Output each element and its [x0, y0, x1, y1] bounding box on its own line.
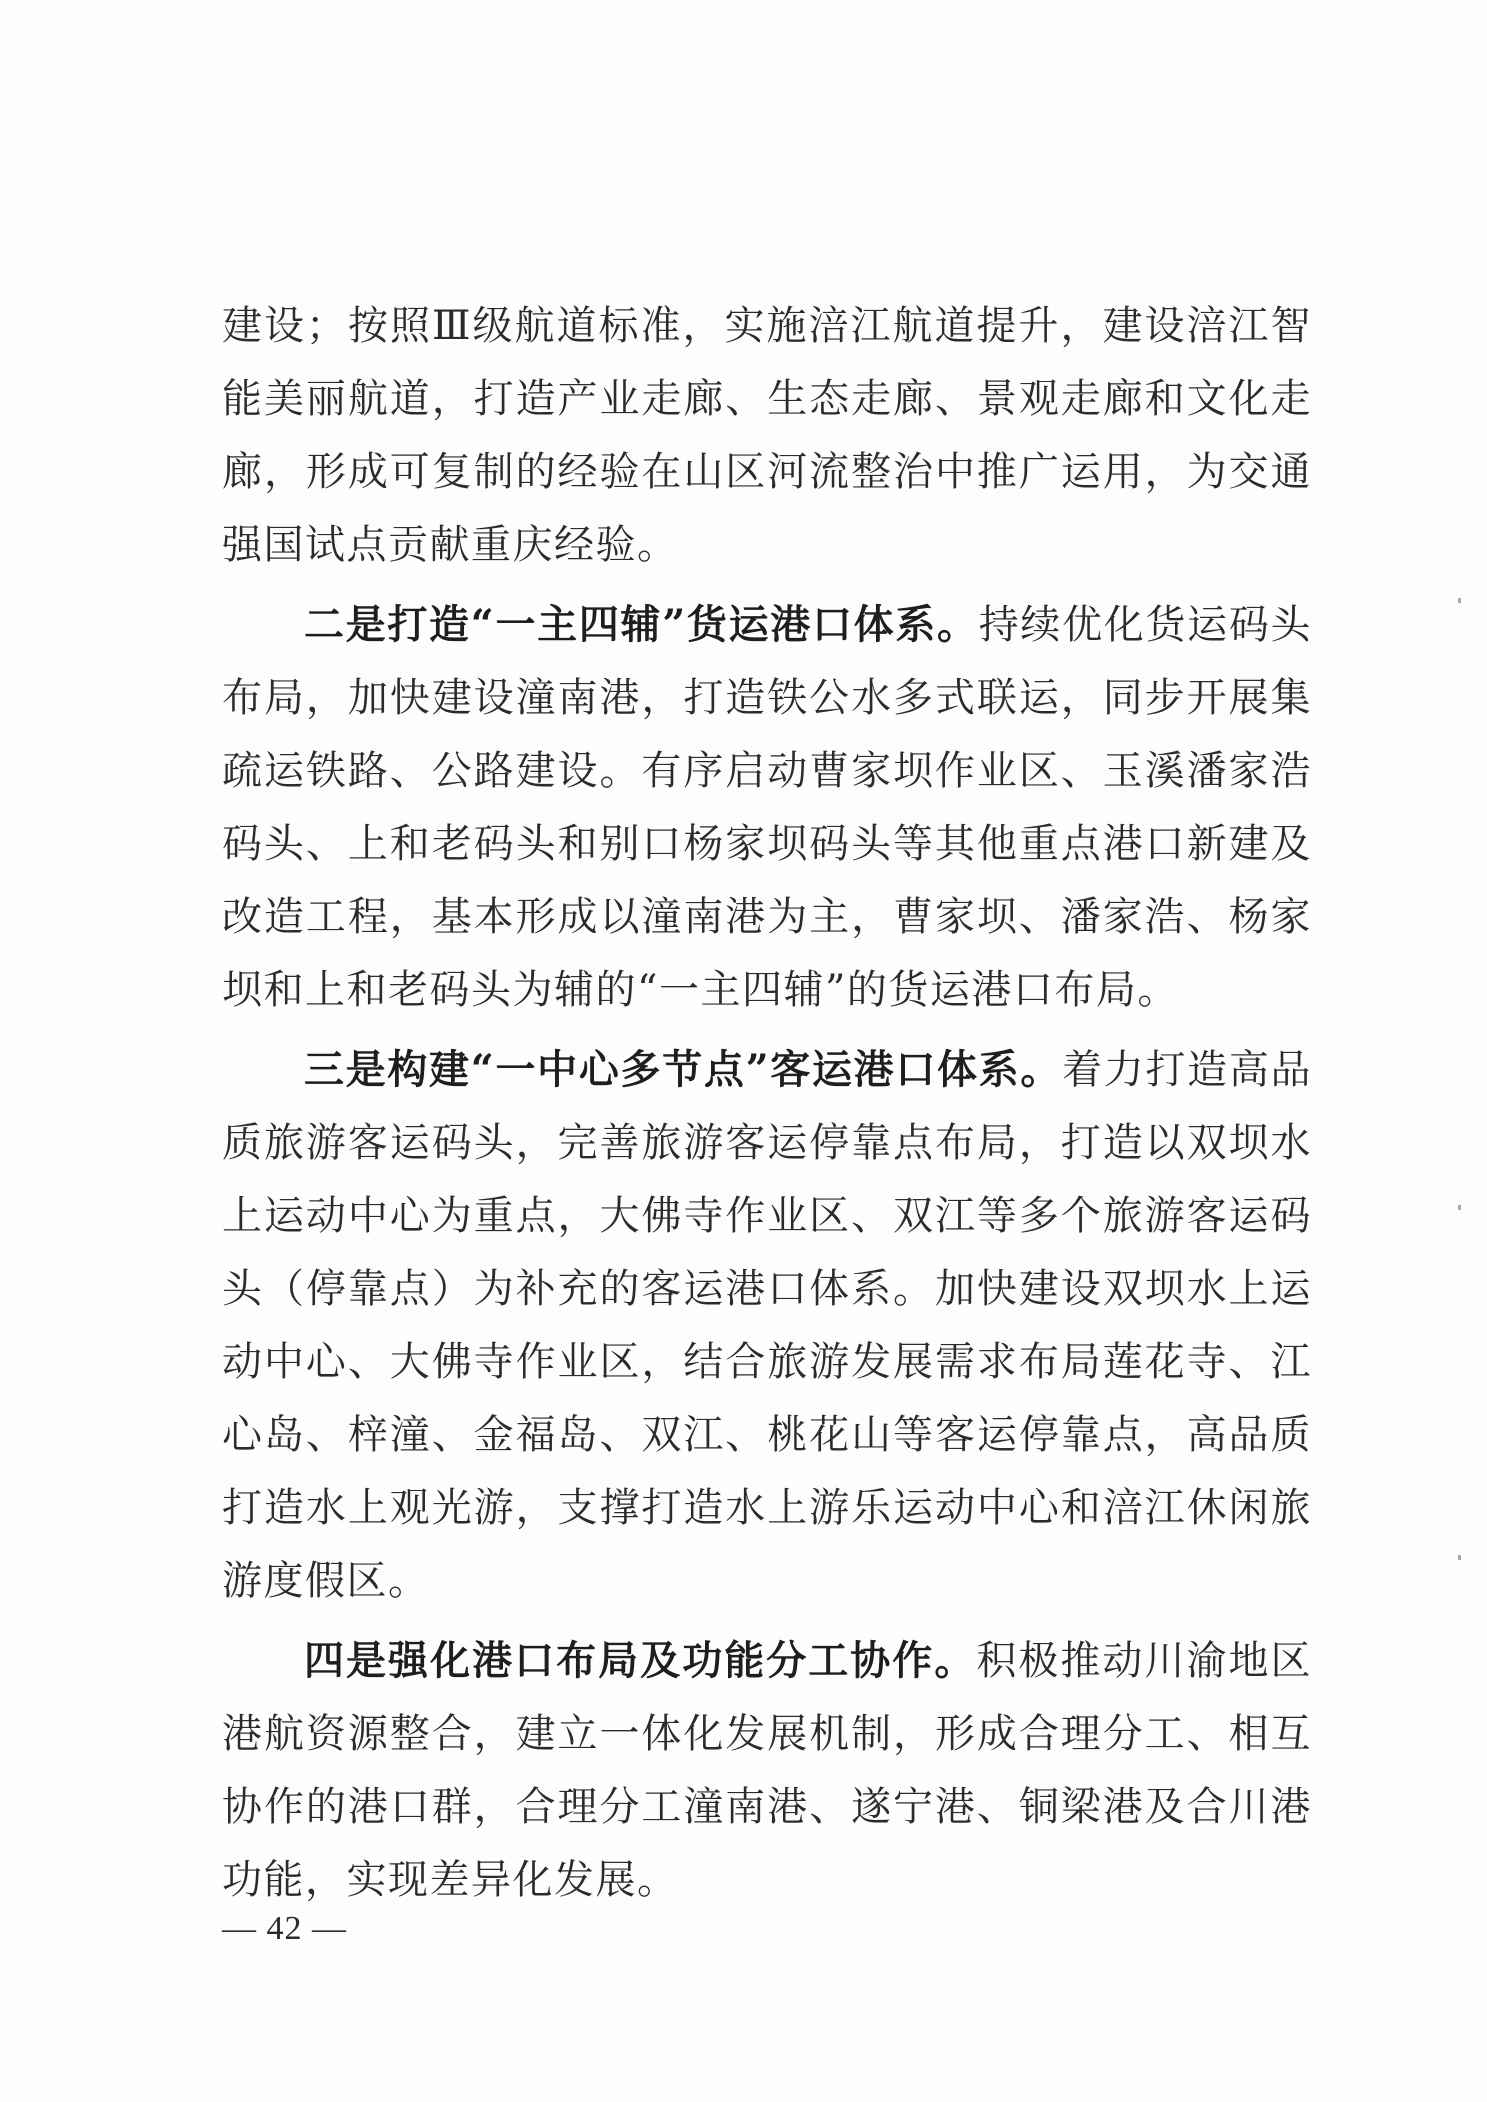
paragraph-continuation: [222, 290, 1312, 582]
paragraph-cargo-ports: [222, 588, 1312, 1027]
paragraph-text: 持续优化货运码头布局，加快建设潼南港，打造铁公水多式联运，同步开展集疏运铁路、公路建设。有序启动曹家坝作业区、玉溪潘家浩码头、上和老码头和别口杨家坝码头等其他重点港口新建及改造工程，基本形成以潼南港为主，曹家坝、潘家浩、杨家坝和上和老码头为辅的“一主四辅”的货运港口布局。: [222, 602, 1313, 1013]
scan-speck: [1458, 1205, 1461, 1210]
paragraph-passenger-ports: [222, 1033, 1312, 1618]
paragraph-lead: 四是强化港口布局及功能分工协作。: [304, 1637, 977, 1684]
page-number: — 42 —: [222, 1910, 347, 1947]
paragraph-lead: 三是构建“一中心多节点”客运港口体系。: [304, 1046, 1063, 1093]
scan-speck: [1458, 1555, 1461, 1560]
paragraph-port-cooperation: [222, 1624, 1312, 1917]
paragraph-text: 积极推动川渝地区港航资源整合，建立一体化发展机制，形成合理分工、相互协作的港口群，合理分工潼南港、遂宁港、铜梁港及合川港功能，实现差异化发展。: [222, 1638, 1313, 1903]
document-body: [222, 290, 1312, 1917]
paragraph-text: 建设；按照Ⅲ级航道标准，实施涪江航道提升，建设涪江智能美丽航道，打造产业走廊、生态走廊、景观走廊和文化走廊，形成可复制的经验在山区河流整治中推广运用，为交通强国试点贡献重庆经验。: [222, 303, 1312, 568]
paragraph-text: 着力打造高品质旅游客运码头，完善旅游客运停靠点布局，打造以双坝水上运动中心为重点，大佛寺作业区、双江等多个旅游客运码头（停靠点）为补充的客运港口体系。加快建设双坝水上运动中心、大佛寺作业区，结合旅游发展需求布局莲花寺、江心岛、梓潼、金福岛、双江、桃花山等客运停靠点，高品质打造水上观光游，支撑打造水上游乐运动中心和涪江休闲旅游度假区。: [222, 1047, 1313, 1604]
scan-speck: [1458, 598, 1461, 603]
paragraph-lead: 二是打造“一主四辅”货运港口体系。: [304, 601, 979, 648]
